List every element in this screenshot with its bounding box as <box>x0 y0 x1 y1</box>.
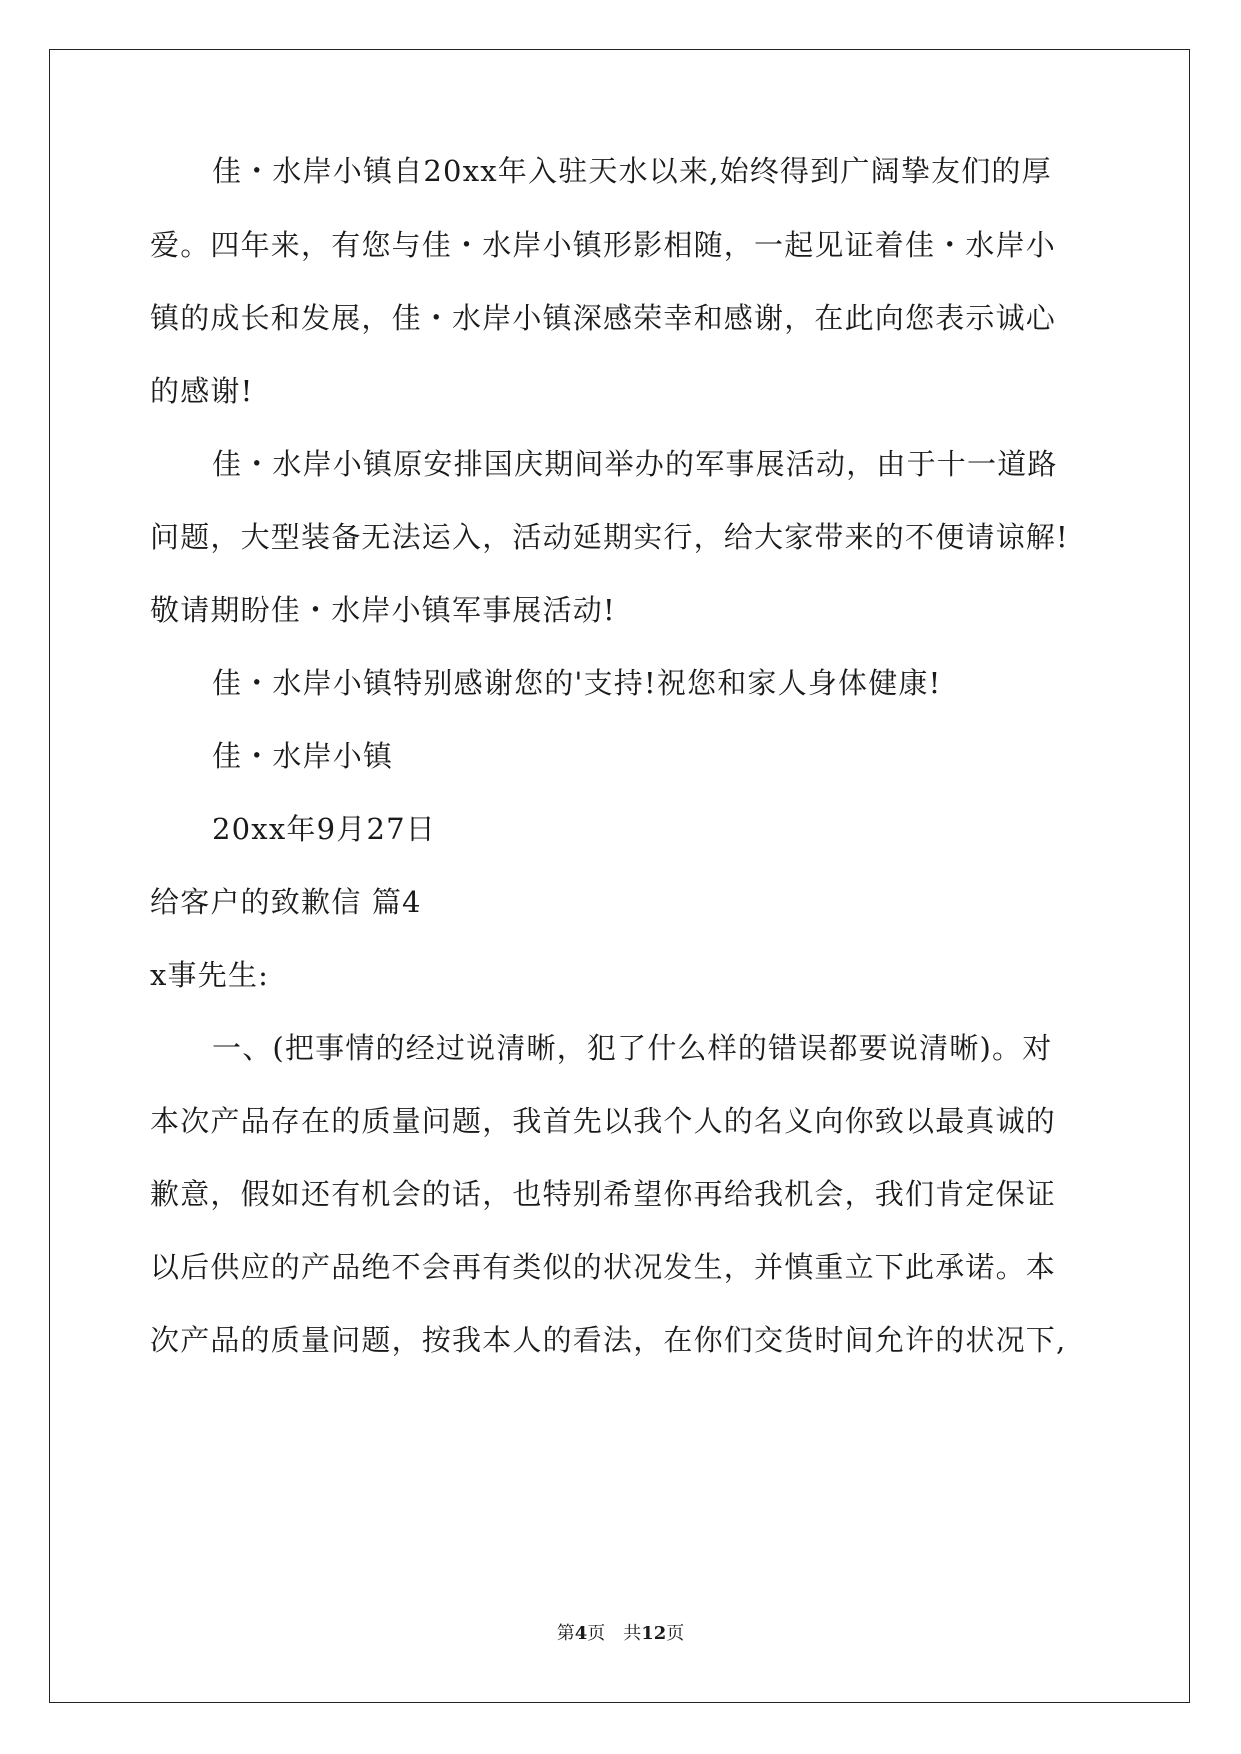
page-mid: 页 共 <box>587 1623 642 1644</box>
page-footer <box>0 1622 1241 1646</box>
page-suffix: 页 <box>666 1623 685 1644</box>
paragraph-line: 的感谢! <box>150 374 254 408</box>
section-heading: 给客户的致歉信 篇4 <box>150 885 422 919</box>
page-total: 12 <box>641 1623 667 1644</box>
paragraph-line: 一、(把事情的经过说清晰，犯了什么样的错误都要说清晰)。对 <box>212 1031 1053 1065</box>
paragraph-line: 次产品的质量问题，按我本人的看法，在你们交货时间允许的状况下, <box>150 1323 1067 1357</box>
paragraph-line: 佳・水岸小镇原安排国庆期间举办的军事展活动，由于十一道路 <box>212 447 1058 481</box>
paragraph-line: 敬请期盼佳・水岸小镇军事展活动! <box>150 593 616 627</box>
paragraph-line: 本次产品存在的质量问题，我首先以我个人的名义向你致以最真诚的 <box>150 1104 1057 1138</box>
paragraph-line: 歉意，假如还有机会的话，也特别希望你再给我机会，我们肯定保证 <box>150 1177 1057 1211</box>
paragraph-line: 佳・水岸小镇自20xx年入驻天水以来,始终得到广阔挚友们的厚 <box>212 154 1052 188</box>
page-current: 4 <box>574 1623 588 1644</box>
page-prefix: 第 <box>556 1623 575 1644</box>
paragraph-line: 佳・水岸小镇特别感谢您的'支持!祝您和家人身体健康! <box>212 666 942 700</box>
signature-line: 佳・水岸小镇 <box>212 739 394 773</box>
salutation: x事先生: <box>150 958 270 992</box>
paragraph-line: 问题，大型装备无法运入，活动延期实行，给大家带来的不便请谅解! <box>150 520 1069 554</box>
paragraph-line: 以后供应的产品绝不会再有类似的状况发生，并慎重立下此承诺。本 <box>150 1250 1057 1284</box>
paragraph-line: 镇的成长和发展，佳・水岸小镇深感荣幸和感谢，在此向您表示诚心 <box>150 301 1057 335</box>
date-line: 20xx年9月27日 <box>212 812 436 846</box>
paragraph-line: 爱。四年来，有您与佳・水岸小镇形影相随，一起见证着佳・水岸小 <box>150 228 1057 262</box>
